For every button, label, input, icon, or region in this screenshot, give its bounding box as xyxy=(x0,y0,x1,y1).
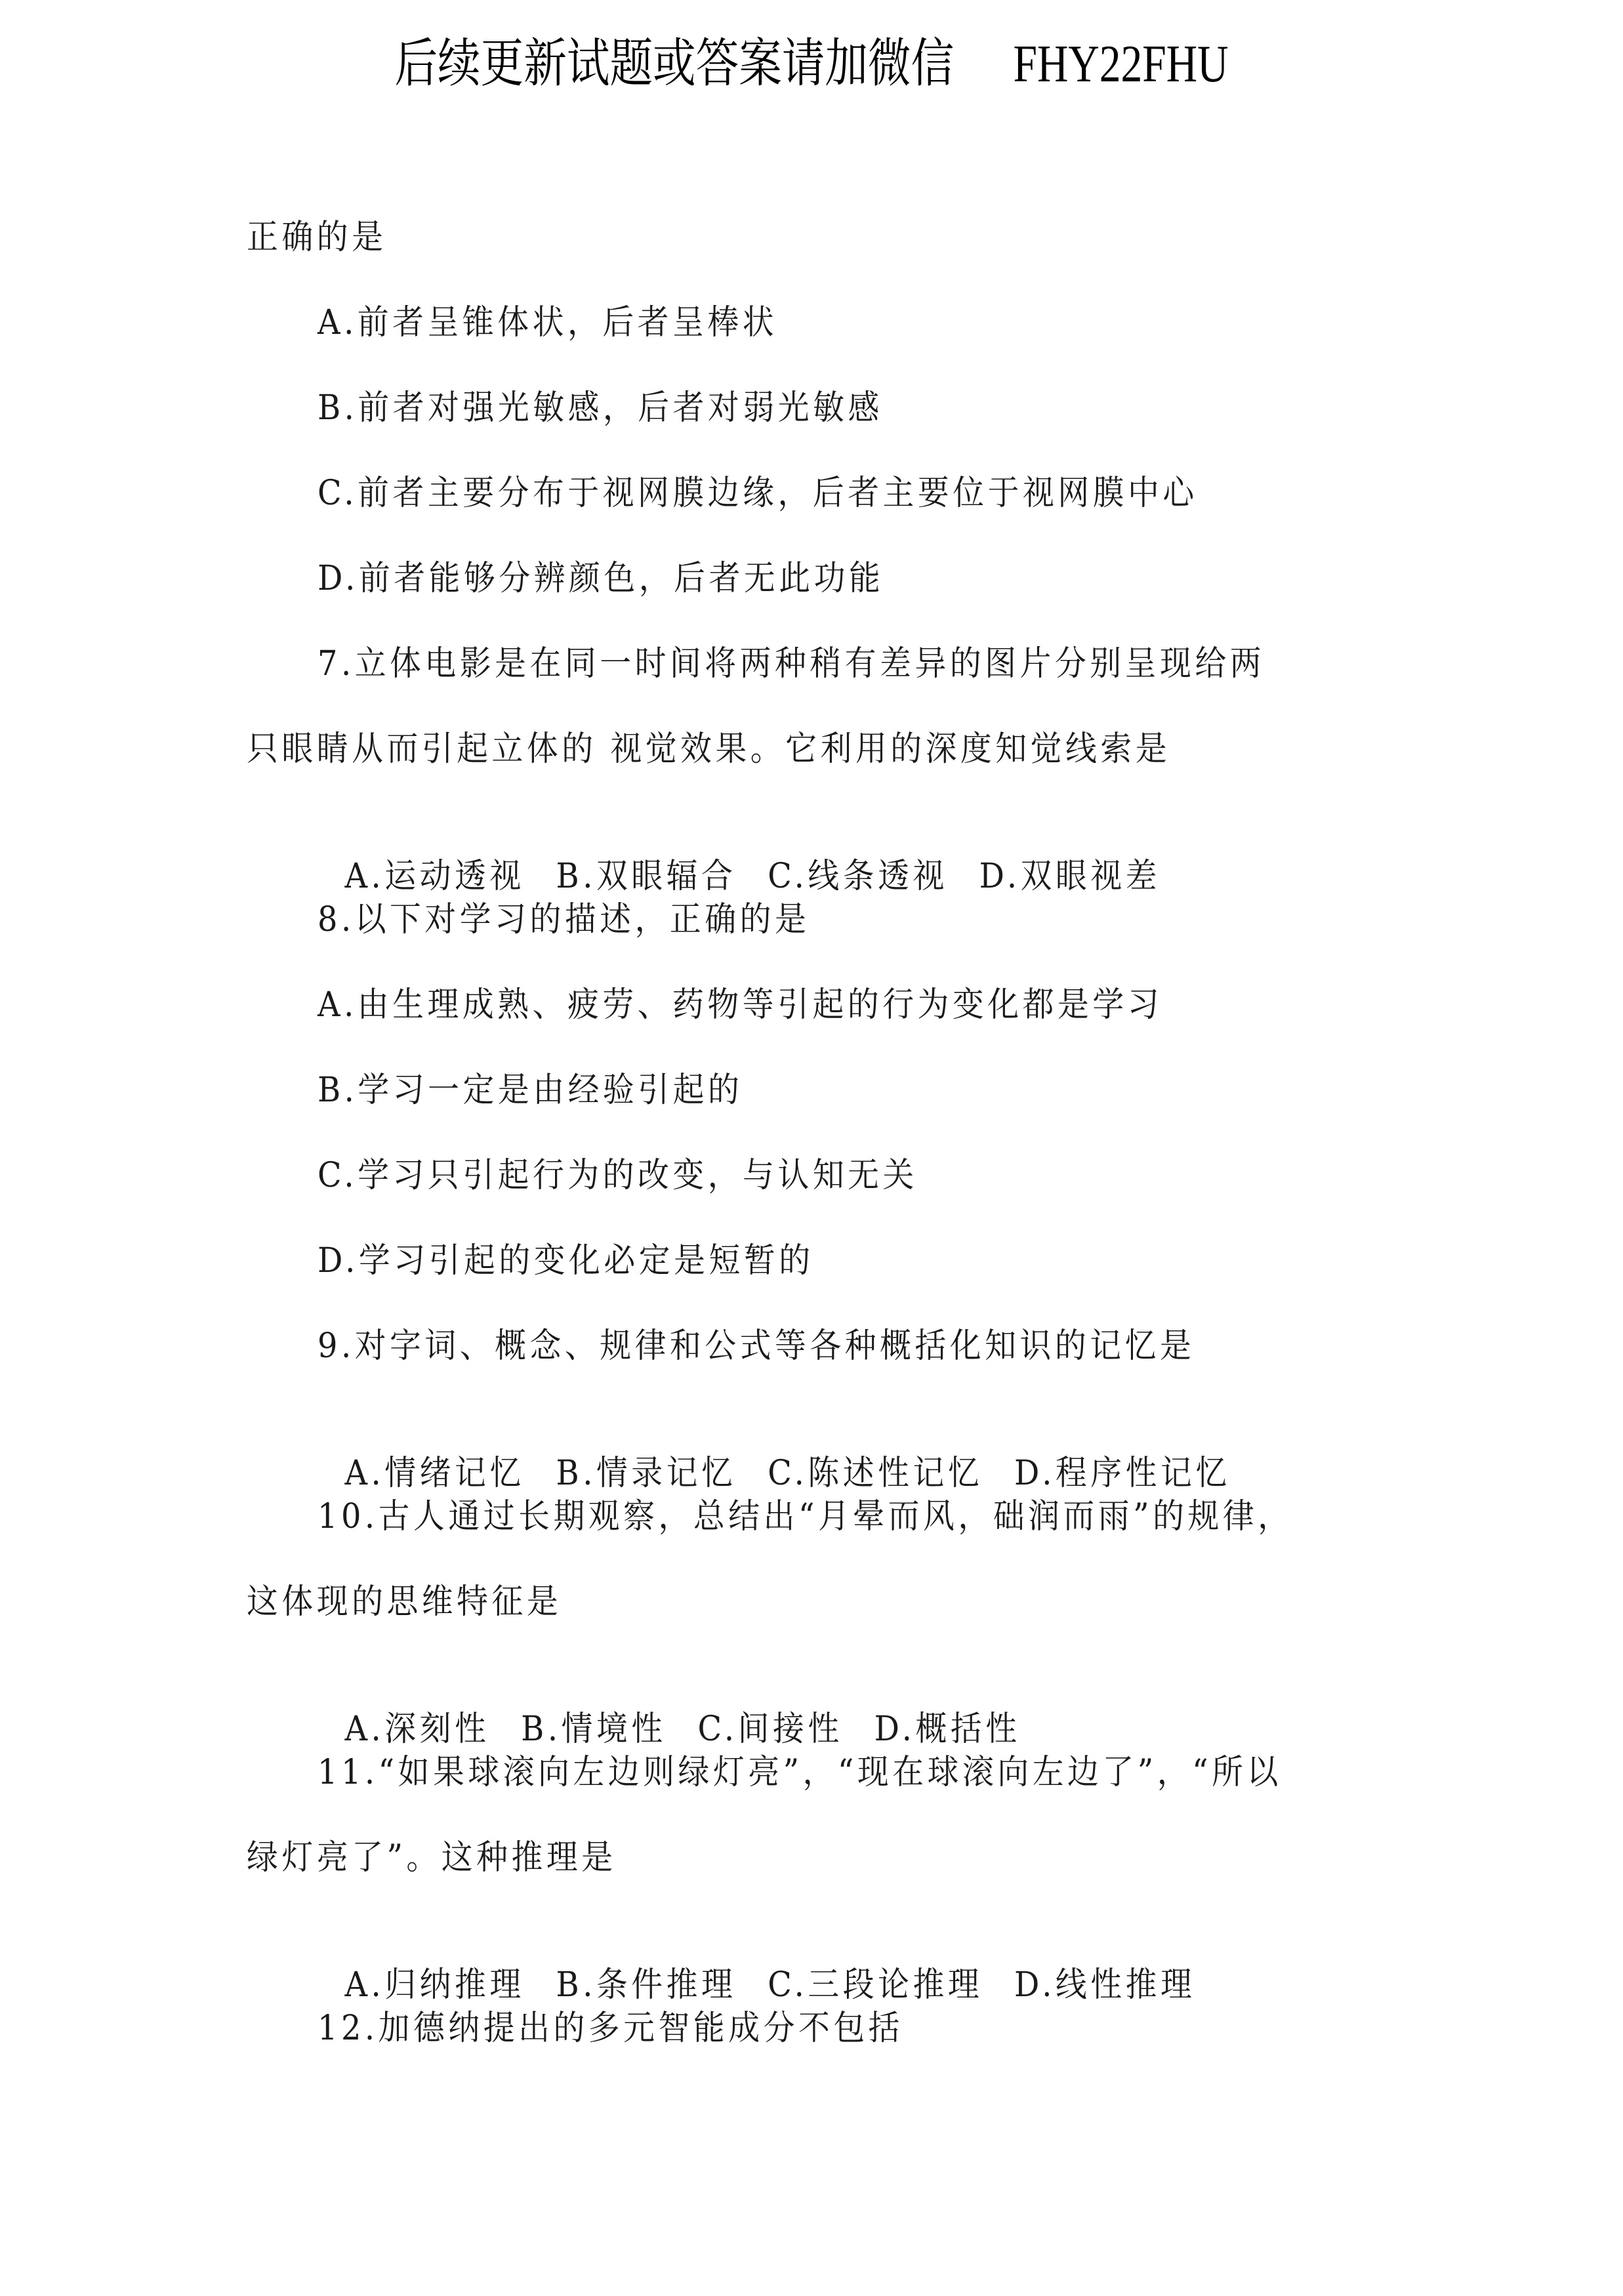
option-c: C.线条透视 xyxy=(768,857,948,896)
question-6-option-b: B.前者对强光敏感，后者对弱光敏感 xyxy=(318,388,883,428)
question-8-stem: 8.以下对学习的描述，正确的是 xyxy=(318,900,810,939)
question-10-stem-line2: 这体现的思维特征是 xyxy=(247,1582,562,1622)
option-c: C.三段论推理 xyxy=(768,1965,983,2005)
question-11-options xyxy=(318,1922,1227,2006)
question-6-option-c: C.前者主要分布于视网膜边缘，后者主要位于视网膜中心 xyxy=(318,474,1198,513)
option-d: D.双眼视差 xyxy=(979,857,1161,896)
option-d: D.线性推理 xyxy=(1014,1965,1196,2005)
question-11-stem: 11.“如果球滚向左边则绿灯亮”，“现在球滚向左边了”，“所以 xyxy=(318,1753,1282,1792)
question-6-stem-tail: 正确的是 xyxy=(247,218,387,257)
page-header xyxy=(146,28,1477,100)
option-b: B.条件推理 xyxy=(556,1965,737,2005)
option-a: A.运动透视 xyxy=(344,857,525,896)
option-b: B.情录记忆 xyxy=(556,1454,737,1493)
question-10-stem: 10.古人通过长期观察，总结出“月晕而风，础润而雨”的规律， xyxy=(318,1497,1293,1536)
question-10-number: 10. xyxy=(318,1497,379,1536)
option-d: D.概括性 xyxy=(874,1710,1021,1749)
question-8-option-d: D.学习引起的变化必定是短暂的 xyxy=(318,1241,814,1281)
question-8-option-c: C.学习只引起行为的改变，与认知无关 xyxy=(318,1156,918,1195)
question-7-number: 7. xyxy=(318,644,355,684)
question-8-option-b: B.学习一定是由经验引起的 xyxy=(318,1071,743,1110)
option-d: D.程序性记忆 xyxy=(1014,1454,1231,1493)
question-6-option-d: D.前者能够分辨颜色，后者无此功能 xyxy=(318,559,884,598)
question-9-number: 9. xyxy=(318,1326,355,1366)
option-c: C.陈述性记忆 xyxy=(768,1454,983,1493)
option-b: B.情境性 xyxy=(521,1710,667,1749)
question-11-stem-line2: 绿灯亮了”。这种推理是 xyxy=(247,1838,617,1877)
question-12-stem: 12.加德纳提出的多元智能成分不包括 xyxy=(318,2009,904,2048)
option-a: A.深刻性 xyxy=(344,1710,490,1749)
question-8-number: 8. xyxy=(318,900,355,939)
question-8-option-a: A.由生理成熟、疲劳、药物等引起的行为变化都是学习 xyxy=(318,985,1163,1025)
question-7-options xyxy=(318,813,1192,897)
wechat-id: FHY22FHU xyxy=(1013,35,1229,93)
question-9-options xyxy=(318,1410,1262,1494)
question-9-stem: 9.对字词、概念、规律和公式等各种概括化知识的记忆是 xyxy=(318,1326,1195,1366)
option-c: C.间接性 xyxy=(697,1710,843,1749)
question-10-options xyxy=(318,1666,1052,1750)
header-notice: 后续更新试题或答案请加微信 xyxy=(394,33,955,94)
option-a: A.情绪记忆 xyxy=(344,1454,525,1493)
question-7-stem-line2: 只眼睛从而引起立体的 视觉效果。它利用的深度知觉线索是 xyxy=(247,729,1171,769)
question-11-number: 11. xyxy=(318,1753,379,1792)
option-b: B.双眼辐合 xyxy=(556,857,737,896)
option-a: A.归纳推理 xyxy=(344,1965,525,2005)
question-12-number: 12. xyxy=(318,2009,379,2048)
question-6-option-a: A.前者呈锥体状，后者呈棒状 xyxy=(318,303,778,342)
question-7-stem: 7.立体电影是在同一时间将两种稍有差异的图片分别呈现给两 xyxy=(318,644,1265,684)
